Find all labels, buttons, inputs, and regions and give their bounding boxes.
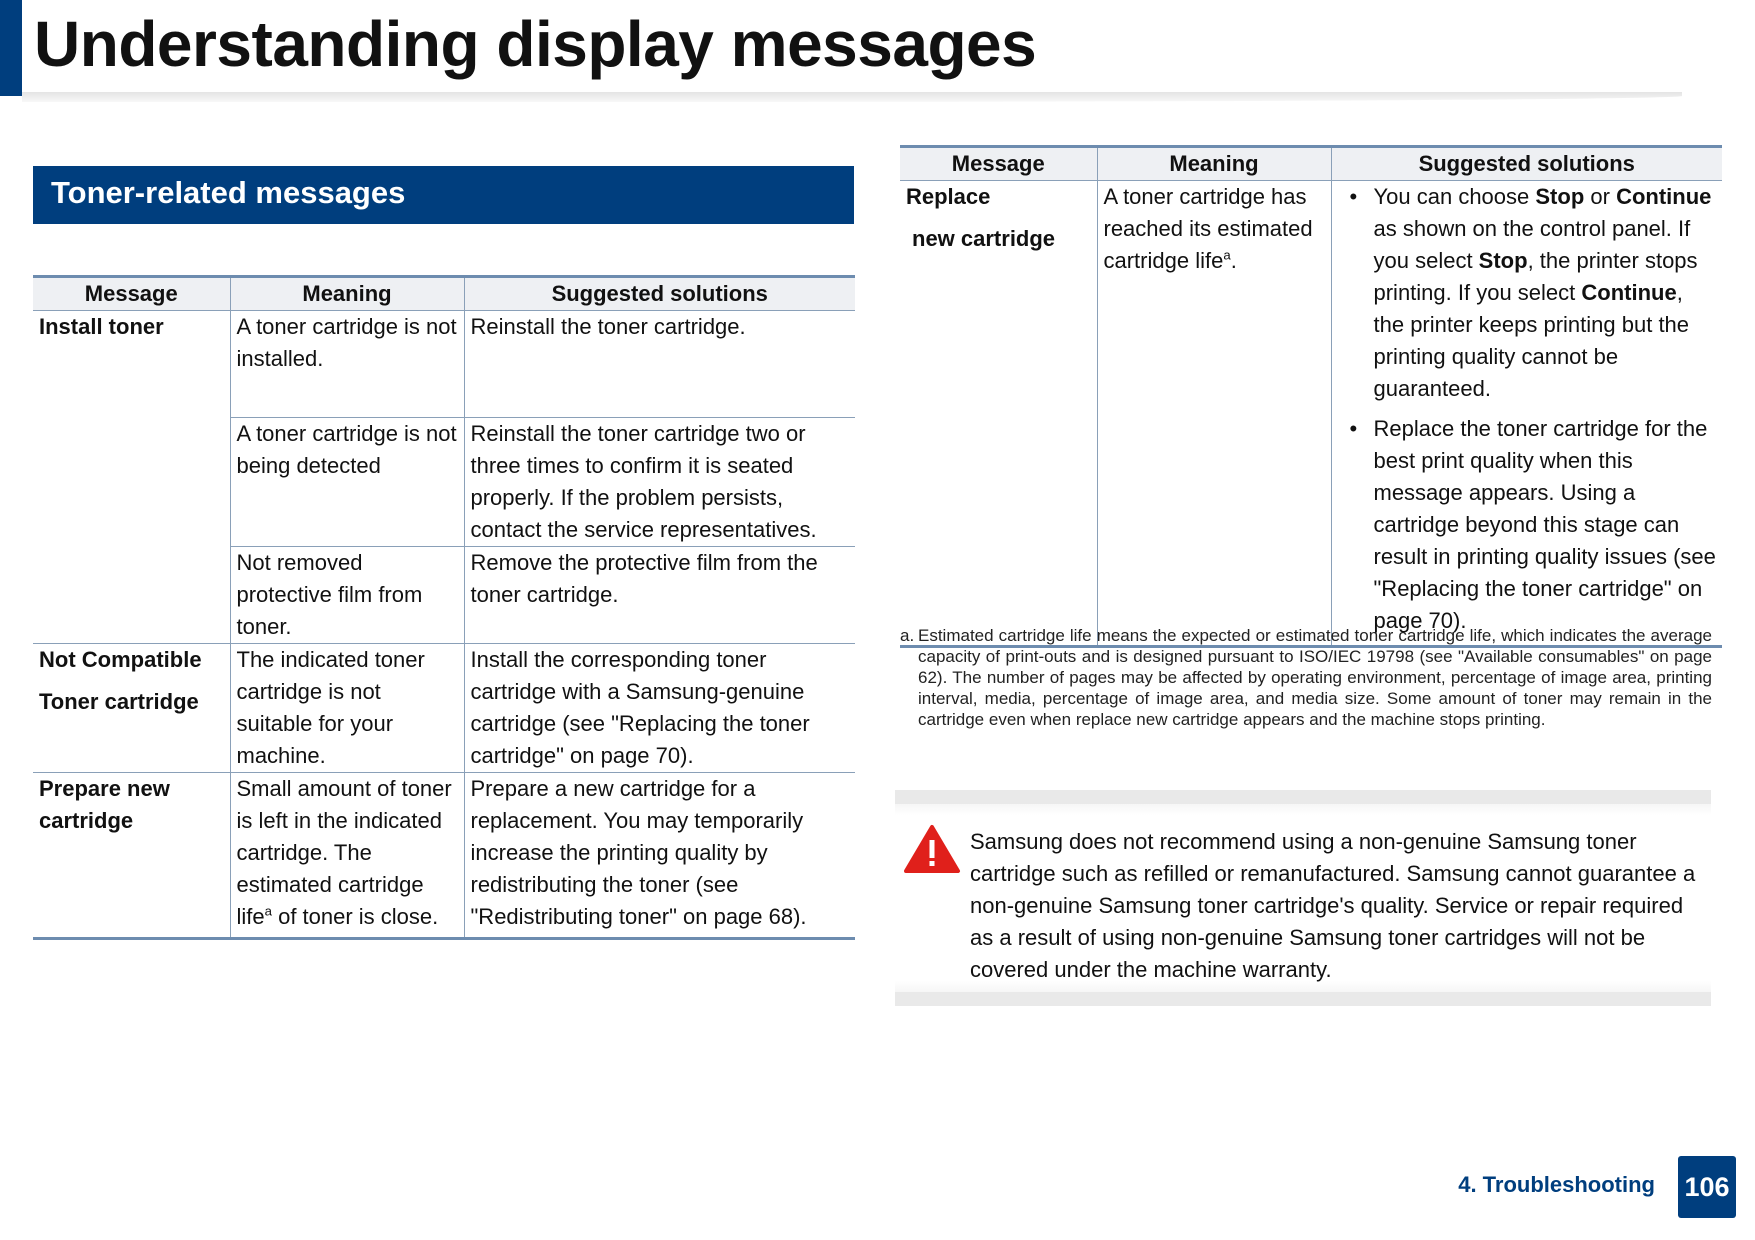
footnote-label: a.: [900, 626, 915, 645]
page-title: Understanding display messages: [34, 8, 1037, 80]
table-row: [33, 311, 855, 418]
header-message: Message: [900, 147, 1097, 181]
header-meaning: Meaning: [1097, 147, 1331, 181]
meaning-text: Small amount of toner is left in the indicated cartridge. The estimated cartridge life: [236, 776, 452, 929]
header-meaning: Meaning: [230, 277, 464, 311]
message-cell: Install toner: [33, 311, 230, 644]
solution-list: [1338, 181, 1717, 637]
solution-cell: [1331, 181, 1722, 647]
message-line: Toner cartridge: [39, 689, 199, 714]
page-number: 106: [1678, 1156, 1736, 1218]
message-cell: [33, 644, 230, 773]
continue-option: Continue: [1581, 280, 1677, 305]
message-cell: [900, 181, 1097, 647]
footnote-mark: a: [264, 903, 272, 919]
solution-cell: Remove the protective film from the toner cartridge.: [464, 547, 855, 644]
footnote-mark: a: [1223, 247, 1231, 263]
meaning-text: of toner is close.: [271, 904, 439, 929]
solution-cell: Prepare a new cartridge for a replacement. You may temporarily increase the printing quality by redistributing the toner (see "Redistributing toner" on page 68).: [464, 773, 855, 939]
toner-messages-table: [33, 275, 855, 940]
table-row: [900, 181, 1722, 647]
title-rule: [22, 92, 1682, 102]
table-row: [33, 644, 855, 773]
bullet-text: or: [1584, 184, 1617, 209]
warning-triangle-icon: [903, 824, 961, 874]
message-cell: Prepare new cartridge: [33, 773, 230, 939]
meaning-cell: Not removed protective film from toner.: [230, 547, 464, 644]
bullet-text: as shown on the control panel. If you select: [1373, 216, 1691, 273]
table-header-row: [900, 147, 1722, 181]
meaning-cell: [230, 773, 464, 939]
footnote: [900, 625, 1712, 730]
footnote-text: Estimated cartridge life means the expected or estimated toner cartridge life, which indicates the average capacity of print-outs and is designed pursuant to ISO/IEC 19798 (see "Available consumables" on page 62). The number of pages may be affected by operating environment, percentage of image area, printing interval, media, percentage of image area, and media size. Some amount of toner may remain in the cartridge even when replace new cartridge appears and the machine stops printing.: [918, 626, 1712, 729]
table-row: [33, 773, 855, 939]
stop-option: Stop: [1478, 248, 1528, 273]
chapter-label: 4. Troubleshooting: [1458, 1172, 1655, 1197]
message-line: Not Compatible: [39, 647, 202, 672]
solution-cell: Reinstall the toner cartridge.: [464, 311, 855, 418]
solution-bullet: • Replace the toner cartridge for the best print quality when this message appears. Using a cartridge beyond this stage can result in printing quality issues (see "Replacing the toner cartridge" on page 70).: [1338, 413, 1717, 637]
solution-cell: Reinstall the toner cartridge two or three times to confirm it is seated properly. If the problem persists, contact the service representatives.: [464, 418, 855, 547]
bullet-text: You can choose: [1373, 184, 1536, 209]
header-message: Message: [33, 277, 230, 311]
section-banner: [33, 166, 854, 224]
bullet-text: , the printer keeps printing but the printing quality cannot be guaranteed.: [1373, 280, 1690, 401]
meaning-text: A toner cartridge has reached its estimated cartridge life: [1103, 184, 1313, 273]
meaning-cell: A toner cartridge is not being detected: [230, 418, 464, 547]
table-header-row: [33, 277, 855, 311]
solution-cell: Install the corresponding toner cartridge with a Samsung-genuine cartridge (see "Replacing the toner cartridge" on page 70).: [464, 644, 855, 773]
message-line: Replace: [906, 184, 991, 209]
meaning-text: .: [1230, 248, 1237, 273]
bullet-text: , the printer stops printing. If you select: [1373, 248, 1698, 305]
continue-option: Continue: [1616, 184, 1712, 209]
warning-box: [895, 790, 1711, 1006]
message-line: new cartridge: [912, 226, 1056, 251]
meaning-cell: A toner cartridge is not installed.: [230, 311, 464, 418]
warning-text: Samsung does not recommend using a non-genuine Samsung toner cartridge such as refilled or remanufactured. Samsung cannot guarantee a non-genuine Samsung toner cartridge's quality. Service or repair required as a result of using non-genuine Samsung toner cartridges will not be covered under the machine warranty.: [970, 829, 1696, 982]
replace-cartridge-table: [900, 145, 1722, 648]
header-solutions: Suggested solutions: [1331, 147, 1722, 181]
meaning-cell: [1097, 181, 1331, 647]
title-accent-bar: [0, 0, 22, 96]
section-title: Toner-related messages: [51, 175, 406, 210]
stop-option: Stop: [1535, 184, 1585, 209]
solution-bullet: [1338, 181, 1717, 405]
header-solutions: Suggested solutions: [464, 277, 855, 311]
meaning-cell: The indicated toner cartridge is not suitable for your machine.: [230, 644, 464, 773]
